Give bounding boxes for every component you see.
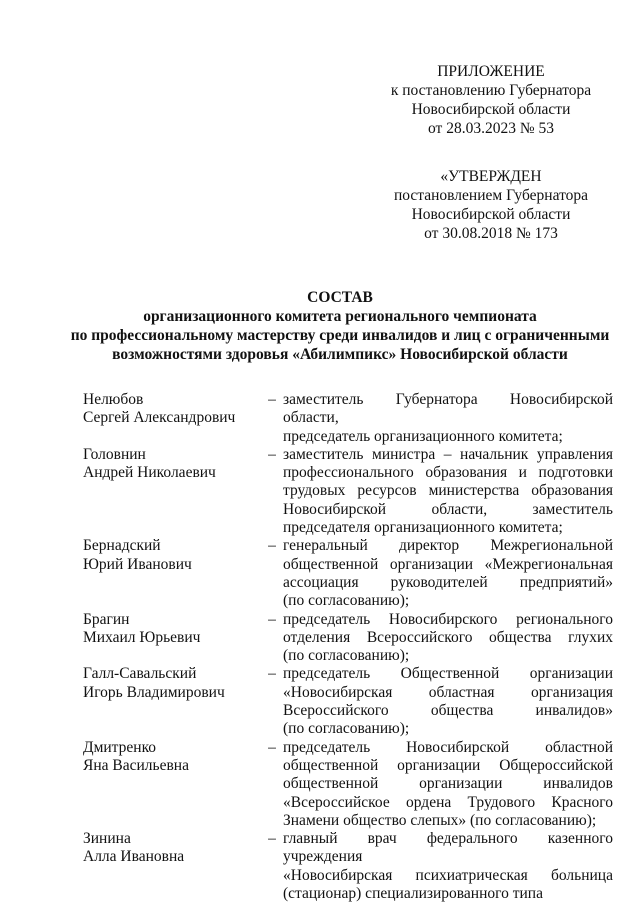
member-row [83, 611, 613, 666]
title-line: организационного комитета регионального чемпионата [143, 308, 537, 325]
approval-heading: «УТВЕРЖДЕН [440, 168, 542, 185]
member-position-line: председатель Новосибирского регионального [283, 610, 613, 628]
member-row [83, 739, 613, 830]
member-name [83, 537, 261, 574]
member-surname: Зинина [83, 830, 131, 848]
member-position-line: общественной организации Общероссийской [283, 756, 613, 774]
document-title [60, 288, 620, 364]
approval-line: Новосибирской области [411, 206, 571, 223]
member-given-names: Юрий Иванович [83, 555, 192, 573]
member-dash: – [268, 445, 276, 463]
appendix-heading: ПРИЛОЖЕНИЕ [437, 63, 545, 80]
member-given-names: Михаил Юрьевич [83, 628, 201, 646]
member-position-line: общественной организации «Межрегиональная [283, 555, 613, 573]
member-position-line: трудовых ресурсов министерства образования [283, 482, 613, 500]
member-name [83, 830, 261, 867]
member-position-line: председатель Общественной организации [283, 665, 613, 683]
member-position-line: (по согласованию); [283, 720, 410, 738]
member-position-line: главный врач федерального казенного учреждения [283, 830, 613, 866]
member-given-names: Сергей Александрович [83, 409, 236, 427]
member-dash: – [268, 391, 276, 408]
member-position [283, 611, 613, 666]
member-row [83, 537, 613, 610]
member-position-line: заместитель Губернатора Новосибирской области, [283, 391, 613, 427]
member-given-names: Игорь Владимирович [83, 683, 225, 701]
member-position [283, 739, 613, 830]
member-dash: – [268, 738, 276, 756]
member-position-line: генеральный директор Межрегиональной [283, 537, 613, 555]
member-given-names: Андрей Николаевич [83, 464, 216, 482]
appendix-line: к постановлению Губернатора [390, 82, 592, 99]
title-line: возможностями здоровья «Абилимпикс» Новосибирской области [112, 346, 568, 363]
member-dash: – [268, 830, 276, 848]
member-surname: Головнин [83, 445, 146, 463]
appendix-date: от 28.03.2023 № 53 [428, 120, 554, 137]
member-position-line: «Новосибирская психиатрическая больница [283, 866, 613, 884]
title-heading: СОСТАВ [307, 289, 373, 306]
member-row [83, 391, 613, 446]
member-position-line: «Всероссийское ордена Трудового Красного [283, 793, 613, 811]
member-position-line: (стационар) специализированного типа [283, 885, 543, 903]
member-dash: – [268, 665, 276, 683]
member-row [83, 446, 613, 537]
member-position-line: Новосибирской области, заместитель [283, 500, 613, 518]
appendix-stamp [376, 62, 606, 138]
member-surname: Бернадский [83, 537, 161, 555]
member-surname: Галл-Савальский [83, 665, 197, 683]
member-position-line: председателя организационного комитета; [283, 519, 563, 537]
member-position [283, 665, 613, 738]
member-position [283, 830, 613, 903]
member-position-line: Знамени общество слепых» (по согласованию); [283, 811, 597, 829]
member-row [83, 665, 613, 738]
approval-line: постановлением Губернатора [393, 187, 589, 204]
member-position-line: ассоциация руководителей предприятий» [283, 573, 613, 591]
member-surname: Брагин [83, 610, 130, 628]
member-name [83, 446, 261, 483]
member-dash: – [268, 537, 276, 555]
member-position-line: (по согласованию); [283, 647, 410, 665]
member-position-line: Всероссийского общества инвалидов» [283, 702, 613, 720]
member-position-line: общественной организации инвалидов [283, 775, 613, 793]
member-position [283, 537, 613, 610]
member-name [83, 611, 261, 648]
member-dash: – [268, 610, 276, 628]
member-row [83, 830, 613, 903]
approval-date: от 30.08.2018 № 173 [424, 225, 558, 242]
member-position-line: председатель организационного комитета; [283, 427, 563, 445]
appendix-line: Новосибирской области [411, 101, 571, 118]
member-given-names: Алла Ивановна [83, 848, 185, 866]
member-position-line: председатель Новосибирской областной [283, 738, 613, 756]
member-position-line: профессионального образования и подготовки [283, 464, 613, 482]
title-line: по профессиональному мастерству среди инвалидов и лиц с ограниченными [70, 327, 610, 344]
approval-stamp [376, 167, 606, 243]
member-given-names: Яна Васильевна [83, 756, 189, 774]
member-name [83, 665, 261, 702]
member-position-line: заместитель министра – начальник управления [283, 445, 613, 463]
member-name [83, 391, 261, 428]
member-position [283, 391, 613, 446]
member-surname: Нелюбов [83, 391, 144, 408]
member-position [283, 446, 613, 537]
member-name [83, 739, 261, 776]
member-surname: Дмитренко [83, 738, 157, 756]
member-position-line: (по согласованию); [283, 592, 410, 610]
member-position-line: отделения Всероссийского общества глухих [283, 628, 613, 646]
member-position-line: «Новосибирская областная организация [283, 683, 613, 701]
members-list [83, 391, 613, 903]
